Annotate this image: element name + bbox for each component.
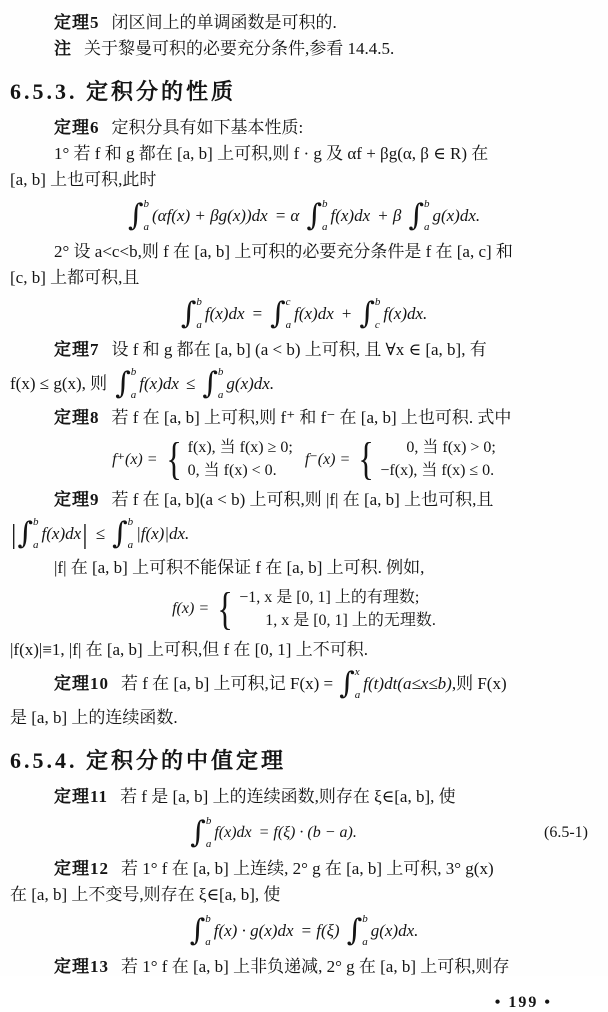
note-label: 注 [54, 39, 72, 58]
integral-sign: ∫ [180, 296, 197, 331]
formula-linearity [10, 193, 598, 239]
integral-limits: c a [285, 296, 292, 331]
integral [190, 816, 214, 850]
integrand: f(t)dt(a≤x≤b) [363, 674, 452, 693]
formula-mean-value-row [10, 810, 598, 856]
integral-limits: b a [33, 516, 39, 551]
theorem-5-label: 定理5 [54, 13, 100, 32]
operator: + β [377, 206, 402, 225]
theorem-12-text: 若 1° f 在 [a, b] 上连续, 2° g 在 [a, b] 上可积, 3° g(x) [121, 859, 494, 878]
integral-sign: ∫ [115, 366, 131, 401]
abs-bar: | [11, 518, 17, 549]
integral [270, 297, 294, 331]
integral-limits: b a [217, 366, 224, 401]
theorem-9-line [10, 487, 598, 513]
formula-abs-inequality [10, 513, 598, 555]
theorem-11-text: 若 f 是 [a, b] 上的连续函数,则存在 ξ∈[a, b], 使 [120, 787, 456, 806]
mean-value-rhs: = f(ξ) · (b − a). [258, 824, 357, 841]
integral [347, 914, 371, 948]
page-number: • 199 • [494, 994, 552, 1011]
integrand: f(x)dx [214, 824, 252, 841]
f-plus-lhs: f⁺(x) = [112, 451, 158, 468]
theorem-12-label: 定理12 [54, 859, 109, 878]
example-conclusion: |f(x)|≡1, |f| 在 [a, b] 上可积,但 f 在 [0, 1] 上不可积. [10, 640, 368, 659]
f-plus-definition [112, 433, 293, 484]
formula-mean-value [10, 816, 544, 850]
theorem-8-line [10, 405, 598, 431]
brace-symbol: { [358, 433, 375, 484]
integral-limits: b c [374, 296, 381, 331]
f-plus-cases [188, 437, 293, 481]
integral [181, 297, 205, 331]
theorem-9-label: 定理9 [54, 490, 100, 509]
integral-sign: ∫ [202, 366, 218, 401]
integral [17, 517, 41, 551]
theorem-9-text: 若 f 在 [a, b](a < b) 上可积,则 |f| 在 [a, b] 上也可积,且 [111, 490, 494, 509]
case-row: −1, x 是 [0, 1] 上的有理数; [239, 589, 420, 606]
riemann-note [10, 36, 598, 62]
integrand: g(x)dx. [226, 374, 275, 393]
theorem-6-property-2-line-2: [c, b] 上都可积,且 [10, 268, 140, 287]
f-minus-cases [380, 437, 495, 481]
integral-sign: ∫ [189, 913, 206, 948]
theorem-7-inequality [10, 363, 598, 405]
integrand: g(x)dx. [432, 206, 481, 225]
formula-f-plus-minus [10, 431, 598, 487]
integral-sign: ∫ [127, 198, 144, 233]
theorem-10-suffix: ,则 F(x) [451, 674, 507, 693]
integral [359, 297, 383, 331]
operator: ≤ [185, 374, 196, 393]
integral [202, 367, 226, 401]
integrand: f(x)dx [41, 524, 82, 543]
case-row: 1, x 是 [0, 1] 上的无理数. [265, 612, 436, 629]
brace-symbol: { [217, 583, 233, 634]
theorem-6-property-1-line-2: [a, b] 上也可积,此时 [10, 170, 157, 189]
theorem-7-label: 定理7 [54, 340, 100, 359]
integral-limits: b a [205, 815, 212, 850]
integral-sign: ∫ [408, 198, 424, 233]
integral-limits: b a [130, 366, 137, 401]
case-row: f(x), 当 f(x) ≥ 0; [187, 439, 293, 456]
integral-sign: ∫ [346, 913, 363, 948]
integral-limits: b a [321, 198, 328, 233]
formula-additivity [10, 291, 598, 337]
case-row: 0, 当 f(x) < 0. [187, 462, 277, 479]
integral [128, 199, 152, 233]
theorem-11-line [10, 784, 598, 810]
operator: + [340, 304, 353, 323]
theorem-12-line-2: 在 [a, b] 上不变号,则存在 ξ∈[a, b], 使 [10, 885, 281, 904]
theorem-13-line [10, 954, 598, 980]
integral-sign: ∫ [111, 516, 128, 551]
integrand: f(x)dx [204, 304, 245, 323]
theorem-13-text: 若 1° f 在 [a, b] 上非负递减, 2° g 在 [a, b] 上可积,则存 [121, 957, 510, 976]
integrand: |f(x)|dx. [136, 524, 190, 543]
integral-limits: b a [205, 913, 211, 948]
integrand: (αf(x) + βg(x))dx [151, 206, 268, 225]
integral-sign: ∫ [17, 516, 34, 551]
formula-dirichlet-example [10, 581, 598, 637]
equation-number: (6.5-1) [544, 824, 588, 841]
integrand: f(x)dx [294, 304, 334, 323]
abs-integrability-note: |f| 在 [a, b] 上可积不能保证 f 在 [a, b] 上可积. 例如, [54, 558, 425, 577]
theorem-5 [10, 10, 598, 36]
theorem-7-text: 设 f 和 g 都在 [a, b] (a < b) 上可积, 且 ∀x ∈ [a, b], 有 [111, 340, 487, 359]
theorem-6-label: 定理6 [54, 118, 100, 137]
integral [408, 199, 432, 233]
theorem-11-label: 定理11 [54, 787, 109, 806]
integral-sign: ∫ [339, 666, 355, 701]
theorem-7-line-1 [10, 337, 598, 363]
theorem-10-label: 定理10 [54, 674, 109, 693]
case-row: 0, 当 f(x) > 0; [406, 439, 496, 456]
integral-sign: ∫ [190, 815, 206, 850]
integrand: f(x) · g(x)dx [213, 921, 294, 940]
inequality-prefix: f(x) ≤ g(x), 则 [10, 374, 108, 393]
theorem-6-intro [10, 115, 598, 141]
section-6-5-4-heading: 6.5.4. 定积分的中值定理 [10, 748, 287, 773]
integral-limits: b a [143, 198, 149, 233]
integral-limits: x a [354, 666, 361, 701]
integral-limits: b a [362, 913, 368, 948]
theorem-10-prefix: 若 f 在 [a, b] 上可积,记 F(x) = [121, 674, 334, 693]
integral-sign: ∫ [359, 296, 375, 331]
theorem-13-label: 定理13 [54, 957, 109, 976]
operator: = [251, 304, 263, 323]
case-row: −f(x), 当 f(x) ≤ 0. [380, 462, 495, 479]
integral [115, 367, 139, 401]
integral-sign: ∫ [306, 198, 322, 233]
example-lhs: f(x) = [172, 600, 210, 617]
integrand: f(x)dx [139, 374, 179, 393]
example-definition [172, 583, 436, 634]
integral-limits: b a [423, 198, 430, 233]
theorem-8-text: 若 f 在 [a, b] 上可积,则 f⁺ 和 f⁻ 在 [a, b] 上也可积. 式中 [111, 408, 512, 427]
theorem-12-line-1 [10, 856, 598, 882]
f-minus-lhs: f⁻(x) = [304, 451, 351, 468]
integral [306, 199, 330, 233]
integrand: f(x)dx [330, 206, 371, 225]
integral [339, 667, 363, 701]
theorem-6-property-1-line-1: 1° 若 f 和 g 都在 [a, b] 上可积,则 f · g 及 αf + βg(α, β ∈ R) 在 [54, 144, 489, 163]
integral-limits: b a [196, 296, 202, 331]
integral-sign: ∫ [269, 296, 286, 331]
theorem-10-line-1 [10, 663, 598, 705]
integral-limits: b a [127, 516, 134, 551]
integrand: f(x)dx. [383, 304, 428, 323]
theorem-10-line-2: 是 [a, b] 上的连续函数. [10, 708, 178, 727]
theorem-8-label: 定理8 [54, 408, 100, 427]
abs-bar: | [82, 518, 88, 549]
section-6-5-3-heading: 6.5.3. 定积分的性质 [10, 79, 237, 104]
operator: = α [274, 206, 300, 225]
operator: = f(ξ) [300, 921, 340, 940]
integrand: g(x)dx. [370, 921, 419, 940]
formula-generalized-mean-value [10, 908, 598, 954]
theorem-5-text: 闭区间上的单调函数是可积的. [111, 13, 337, 32]
integral [112, 517, 136, 551]
integral [190, 914, 214, 948]
operator: ≤ [95, 524, 105, 543]
f-minus-definition [304, 433, 496, 484]
theorem-6-text: 定积分具有如下基本性质: [111, 118, 304, 137]
example-cases [239, 587, 436, 631]
brace-symbol: { [165, 433, 182, 484]
theorem-6-property-2-line-1: 2° 设 a<c<b,则 f 在 [a, b] 上可积的必要充分条件是 f 在 [a, c] 和 [54, 242, 513, 261]
note-text: 关于黎曼可积的必要充分条件,参看 14.4.5. [84, 39, 395, 58]
